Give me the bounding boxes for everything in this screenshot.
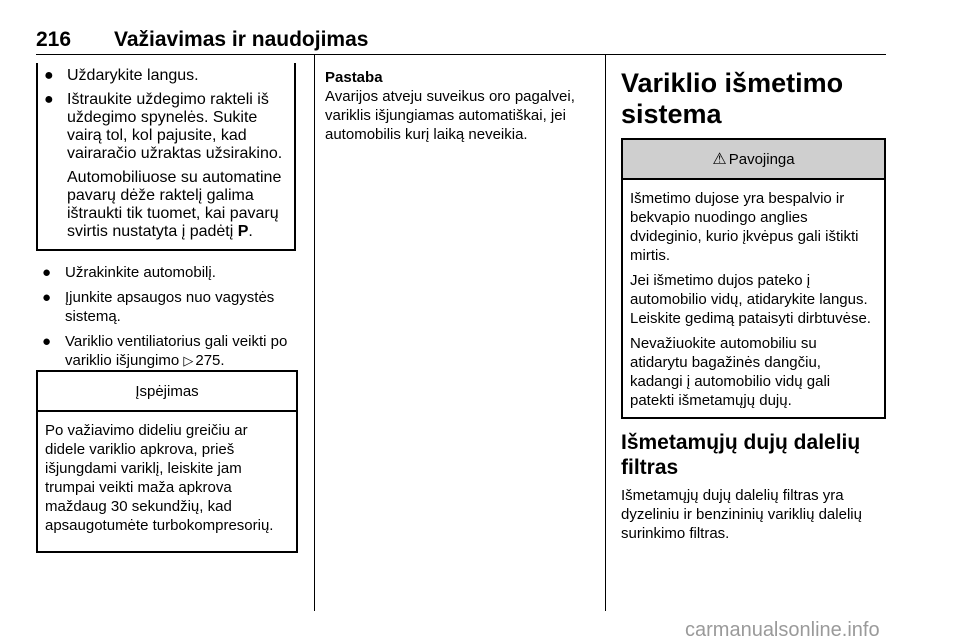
- note-text: Automobiliuose su automatine pavarų dėže raktelį galima ištraukti tik tuomet, kai pavarų svirtis nustatyta į padėtį: [67, 169, 282, 240]
- exhaust-section-header: [621, 68, 886, 130]
- column-1-lower: [36, 263, 306, 376]
- list-item: [38, 67, 290, 85]
- note-body: Avarijos atveju suveikus oro pagalvei, variklis išjungiamas automatiškai, jei automobilis kurį laiką neveikia.: [325, 88, 575, 143]
- section-title: Variklio išmetimo sistema: [621, 68, 844, 129]
- column-divider-1: [314, 55, 315, 611]
- list-item-end: .: [220, 352, 225, 369]
- gear-position-p: P: [237, 223, 249, 240]
- page-header: [36, 28, 886, 52]
- caution-text: Po važiavimo dideliu greičiu ar didele variklio apkrova, prieš išjungdami variklį, leiskite jam trumpai veikti maža apkrova maždaug 30 sekundžių, kad apsaugotumėte turbokompresorių.: [45, 422, 274, 534]
- page-reference-link[interactable]: 275: [195, 352, 221, 369]
- bullet-icon: ●: [44, 91, 54, 108]
- automatic-gearbox-note: [38, 169, 290, 241]
- procedure-box: [36, 63, 296, 251]
- watermark: carmanualsonline.info: [685, 619, 880, 641]
- bullet-icon: ●: [42, 333, 52, 350]
- list-item-text: Variklio ventiliatorius gali veikti po variklio išjungimo: [65, 333, 288, 369]
- bullet-icon: ●: [44, 67, 54, 84]
- note-block: [325, 68, 590, 144]
- subsection-body: Išmetamųjų dujų dalelių filtras yra dyzeliniu ir benzininių variklių dalelių surinkimo filtras.: [621, 487, 862, 542]
- danger-heading: [623, 140, 884, 180]
- list-item: [38, 91, 290, 163]
- list-item-text: Įjunkite apsaugos nuo vagystės sistemą.: [65, 289, 275, 325]
- caution-body: [38, 412, 296, 535]
- particle-filter-section: [621, 430, 886, 543]
- bullet-icon: ●: [42, 289, 52, 306]
- caution-box: [36, 370, 298, 553]
- danger-box: [621, 138, 886, 419]
- warning-triangle-icon: ⚠: [712, 151, 727, 168]
- page-number: 216: [36, 28, 72, 51]
- list-item-text: Ištraukite uždegimo rakteli iš uždegimo spynelės. Sukite vairą tol, kol pajusite, kad vairaračio užraktas užsirakino.: [67, 91, 283, 162]
- caution-heading: Įspėjimas: [38, 372, 296, 412]
- bullet-list: [36, 263, 306, 370]
- column-divider-2: [605, 55, 606, 611]
- danger-heading-label: Pavojinga: [728, 150, 795, 168]
- danger-paragraph: Išmetimo dujose yra bespalvio ir bekvapio nuodingo anglies dvideginio, kurio įkvėpus gali ištikti mirtis.: [630, 190, 859, 264]
- subsection-title: Išmetamųjų dujų dalelių filtras: [621, 431, 861, 479]
- procedure-box-list: [38, 67, 290, 163]
- danger-paragraph: Jei išmetimo dujos pateko į automobilio vidų, atidarykite langus. Leiskite gedimą pataisyti dirbtuvėse.: [630, 272, 871, 327]
- list-item: [36, 332, 306, 370]
- danger-paragraph: Nevažiuokite automobiliu su atidarytu bagažinės dangčiu, kadangi į automobilio vidų gali patekti išmetamųjų dujų.: [630, 335, 831, 409]
- danger-body: [623, 180, 884, 410]
- list-item: [36, 288, 306, 326]
- header-rule: [36, 54, 886, 55]
- page-reference-icon: ▷: [183, 353, 194, 368]
- bullet-icon: ●: [42, 264, 52, 281]
- list-item: [36, 263, 306, 282]
- page-title: Važiavimas ir naudojimas: [114, 28, 369, 51]
- note-title: Pastaba: [325, 69, 383, 86]
- list-item-text: Užrakinkite automobilį.: [65, 264, 216, 281]
- list-item-text: Uždarykite langus.: [67, 67, 199, 84]
- note-end: .: [248, 223, 253, 240]
